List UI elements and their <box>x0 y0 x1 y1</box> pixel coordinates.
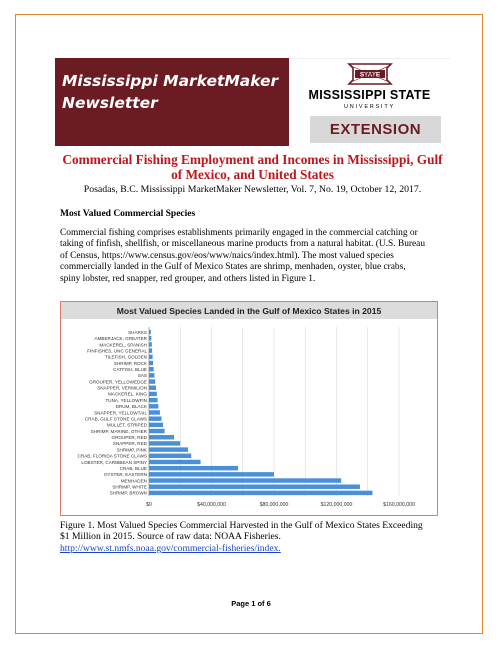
category-label: SHARKS <box>128 329 147 335</box>
category-label: TUNA, YELLOWFIN <box>105 397 147 403</box>
extension-label: EXTENSION <box>310 116 441 143</box>
category-label: SHRIMP, WHITE <box>112 484 147 490</box>
data-bar <box>149 472 274 476</box>
article-paragraph <box>60 228 446 285</box>
category-label: SNAPPER, YELLOWTAIL <box>94 410 147 416</box>
university-name: MISSISSIPPI STATE <box>308 88 431 102</box>
data-bar <box>149 484 360 488</box>
data-bar <box>149 367 154 371</box>
x-tick-label: $160,000,000 <box>383 502 415 508</box>
category-label: CRAB, GULF STONE CLAWS <box>84 416 147 422</box>
data-bar <box>149 429 165 433</box>
logo-word: STATE <box>359 71 381 79</box>
category-label: MULLET, STRIPED <box>106 422 147 428</box>
category-label: AMBERJACK, GREATER <box>94 336 147 342</box>
category-label: SHRIMP, ROCK <box>113 360 147 366</box>
x-tick-label: $80,000,000 <box>259 502 289 508</box>
data-bar <box>149 423 163 427</box>
msu-logo-icon <box>347 62 393 86</box>
paragraph-line: Commercial fishing comprises establishments primarily engaged in the commercial catching or <box>60 228 418 238</box>
data-bar <box>149 447 188 451</box>
x-tick-label: $0 <box>146 502 152 508</box>
data-bar <box>149 392 157 396</box>
data-bar <box>149 386 156 390</box>
category-label: SHRIMP, MARINE, OTHER <box>90 428 147 434</box>
category-label: FINFISHES, UNC GENERAL <box>87 348 147 354</box>
caption-source-link[interactable]: http://www.st.nmfs.noaa.gov/commercial-fisheries/index. <box>60 542 281 554</box>
bar-chart <box>61 302 437 515</box>
data-bar <box>149 491 372 495</box>
paragraph-line: taking of finfish, shellfish, or miscellaneous marine products from a natural habitat. (U.S. Bureau <box>60 239 426 250</box>
data-bar <box>149 478 341 482</box>
data-bar <box>149 373 154 377</box>
data-bar <box>149 355 153 359</box>
article-byline: Posadas, B.C. Mississippi MarketMaker Newsletter, Vol. 7, No. 19, October 12, 2017. <box>83 184 422 195</box>
category-label: CRAB, BLUE <box>119 465 147 471</box>
data-bar <box>149 435 174 439</box>
category-label: SAS <box>137 373 147 379</box>
paragraph-line: commercially landed in the Gulf of Mexico States are shrimp, menhaden, oyster, blue crabs, <box>60 262 406 273</box>
chart-title: Most Valued Species Landed in the Gulf of Mexico States in 2015 <box>116 306 382 316</box>
figure-1-chart <box>60 301 438 516</box>
article-title-line2: of Mexico, and United States <box>171 167 334 182</box>
university-logo-block <box>289 58 450 147</box>
category-label: OYSTER, EASTERN <box>103 472 147 478</box>
category-label: CATFISH, BLUE <box>113 367 147 373</box>
category-label: MACKEREL, KING <box>107 391 147 397</box>
data-bar <box>149 404 158 408</box>
section-heading: Most Valued Commercial Species <box>60 209 196 219</box>
figure-caption <box>60 520 450 554</box>
category-label: GROUPER, YELLOWEDGE <box>89 379 147 385</box>
paragraph-line: spiny lobster, red snapper, red grouper, and others listed in Figure 1. <box>60 273 316 284</box>
newsletter-banner <box>55 58 450 146</box>
newsletter-title-line2: Newsletter <box>62 94 158 112</box>
category-label: SHRIMP, BROWN <box>109 490 147 496</box>
page-number: Page 1 of 6 <box>231 599 271 608</box>
data-bar <box>149 398 158 402</box>
category-label: LOBSTER, CARIBBEAN SPINY <box>81 459 147 465</box>
article-title <box>55 152 450 182</box>
paragraph-line: of Census, https://www.census.gov/eos/www/naics/index.html). The most valued species <box>60 250 394 261</box>
category-label: TILEFISH, GOLDEN <box>104 354 147 360</box>
newsletter-title-line1: Mississippi MarketMaker <box>62 72 279 90</box>
data-bar <box>149 348 152 352</box>
data-bar <box>149 454 191 458</box>
x-tick-label: $40,000,000 <box>197 502 226 508</box>
data-bar <box>149 441 180 445</box>
caption-line2: $1 Million in 2015. Source of raw data: NOAA Fisheries. <box>60 531 281 543</box>
data-bar <box>149 466 238 470</box>
article-title-line1: Commercial Fishing Employment and Incomes in Mississippi, Gulf <box>62 152 443 167</box>
university-subtitle: UNIVERSITY <box>343 104 395 110</box>
data-bar <box>149 410 160 414</box>
data-bar <box>149 379 155 383</box>
data-bar <box>149 361 153 365</box>
newsletter-title-block <box>55 58 289 146</box>
category-label: SNAPPER, VERMILION <box>97 385 147 391</box>
x-tick-label: $120,000,000 <box>320 502 353 508</box>
category-label: SNAPPER, RED <box>112 441 147 447</box>
category-label: GROUPER, RED <box>111 435 147 441</box>
data-bar <box>149 460 201 464</box>
category-label: MACKEREL, SPANISH <box>99 342 147 348</box>
category-label: SHRIMP, PINK <box>116 447 147 453</box>
data-bar <box>149 330 151 334</box>
data-bar <box>149 416 162 420</box>
data-bar <box>149 336 151 340</box>
caption-line1: Figure 1. Most Valued Species Commercial Harvested in the Gulf of Mexico States Exceeding <box>60 520 423 531</box>
category-label: CRAB, FLORIDA STONE CLAWS <box>77 453 147 459</box>
category-label: MENHADEN <box>120 478 147 484</box>
data-bar <box>149 342 152 346</box>
category-label: DRUM, BLACK <box>115 404 147 410</box>
